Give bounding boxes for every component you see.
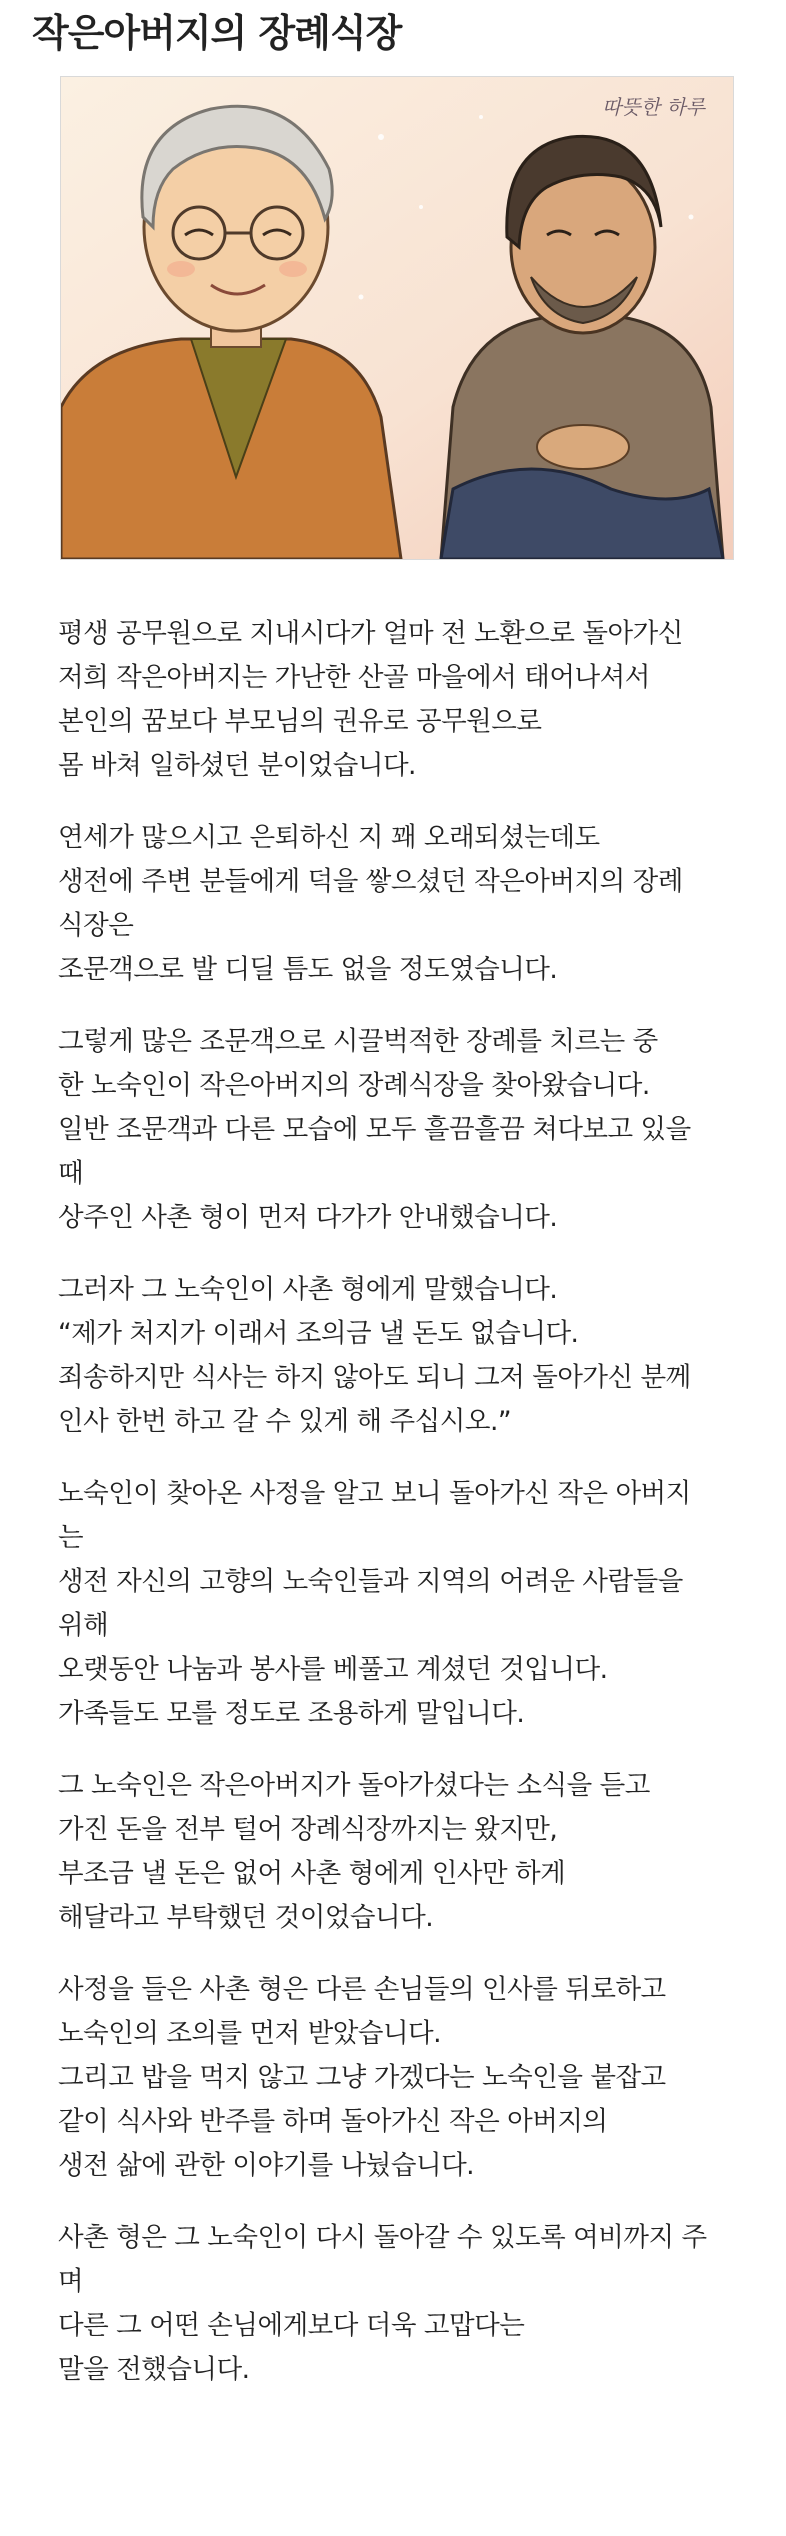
article-paragraph	[58, 1020, 758, 1240]
paragraph-line: 때	[58, 1158, 84, 1189]
paragraph-line: 본인의 꿈보다 부모님의 권유로 공무원으로	[58, 706, 542, 737]
illustration-signature: 따뜻한 하루	[602, 95, 705, 119]
paragraph-line: 일반 조문객과 다른 모습에 모두 흘끔흘끔 쳐다보고 있을	[58, 1114, 691, 1145]
paragraph-line: 그리고 밥을 먹지 않고 그냥 가겠다는 노숙인을 붙잡고	[58, 2062, 666, 2093]
paragraph-line: 생전에 주변 분들에게 덕을 쌓으셨던 작은아버지의 장례	[58, 866, 683, 897]
article-title: 작은아버지의 장례식장	[32, 11, 402, 55]
article-paragraph	[58, 1268, 758, 1444]
paragraph-line: 위해	[58, 1610, 109, 1641]
article-paragraph	[58, 816, 758, 992]
paragraph-line: “제가 처지가 이래서 조의금 낼 돈도 없습니다.	[58, 1318, 579, 1349]
paragraph-line: 다른 그 어떤 손님에게보다 더욱 고맙다는	[58, 2310, 525, 2341]
paragraph-line: 한 노숙인이 작은아버지의 장례식장을 찾아왔습니다.	[58, 1070, 650, 1101]
article-paragraph	[58, 1968, 758, 2188]
article-paragraph	[58, 2216, 758, 2392]
paragraph-line: 상주인 사촌 형이 먼저 다가가 안내했습니다.	[58, 1202, 558, 1233]
paragraph-line: 몸 바쳐 일하셨던 분이었습니다.	[58, 750, 416, 781]
paragraph-line: 같이 식사와 반주를 하며 돌아가신 작은 아버지의	[58, 2106, 608, 2137]
paragraph-line: 인사 한번 하고 갈 수 있게 해 주십시오.”	[58, 1406, 512, 1437]
article-paragraph	[58, 1764, 758, 1940]
paragraph-line: 사촌 형은 그 노숙인이 다시 돌아갈 수 있도록 여비까지 주	[58, 2222, 707, 2253]
paragraph-line: 그러자 그 노숙인이 사촌 형에게 말했습니다.	[58, 1274, 558, 1305]
paragraph-line: 는	[58, 1522, 84, 1553]
paragraph-line: 해달라고 부탁했던 것이었습니다.	[58, 1902, 434, 1933]
paragraph-line: 그 노숙인은 작은아버지가 돌아가셨다는 소식을 듣고	[58, 1770, 650, 1801]
paragraph-line: 생전 자신의 고향의 노숙인들과 지역의 어려운 사람들을	[58, 1566, 683, 1597]
paragraph-line: 조문객으로 발 디딜 틈도 없을 정도였습니다.	[58, 954, 558, 985]
paragraph-line: 생전 삶에 관한 이야기를 나눴습니다.	[58, 2150, 475, 2181]
paragraph-line: 식장은	[58, 910, 134, 941]
paragraph-line: 가족들도 모를 정도로 조용하게 말입니다.	[58, 1698, 525, 1729]
paragraph-line: 부조금 낼 돈은 없어 사촌 형에게 인사만 하게	[58, 1858, 566, 1889]
paragraph-line: 가진 돈을 전부 털어 장례식장까지는 왔지만,	[58, 1814, 558, 1845]
paragraph-line: 저희 작은아버지는 가난한 산골 마을에서 태어나셔서	[58, 662, 650, 693]
paragraph-line: 노숙인의 조의를 먼저 받았습니다.	[58, 2018, 442, 2049]
paragraph-line: 노숙인이 찾아온 사정을 알고 보니 돌아가신 작은 아버지	[58, 1478, 691, 1509]
paragraph-line: 그렇게 많은 조문객으로 시끌벅적한 장례를 치르는 중	[58, 1026, 658, 1057]
article-paragraph	[58, 1472, 758, 1736]
paragraph-line: 며	[58, 2266, 84, 2297]
paragraph-line: 말을 전했습니다.	[58, 2354, 250, 2385]
paragraph-line: 죄송하지만 식사는 하지 않아도 되니 그저 돌아가신 분께	[58, 1362, 691, 1393]
paragraph-line: 사정을 들은 사촌 형은 다른 손님들의 인사를 뒤로하고	[58, 1974, 666, 2005]
article-paragraph	[58, 612, 758, 788]
paragraph-line: 평생 공무원으로 지내시다가 얼마 전 노환으로 돌아가신	[58, 618, 683, 649]
paragraph-line: 연세가 많으시고 은퇴하신 지 꽤 오래되셨는데도	[58, 822, 600, 853]
article-illustration	[60, 76, 734, 560]
paragraph-line: 오랫동안 나눔과 봉사를 베풀고 계셨던 것입니다.	[58, 1654, 608, 1685]
article-body	[58, 612, 758, 2420]
